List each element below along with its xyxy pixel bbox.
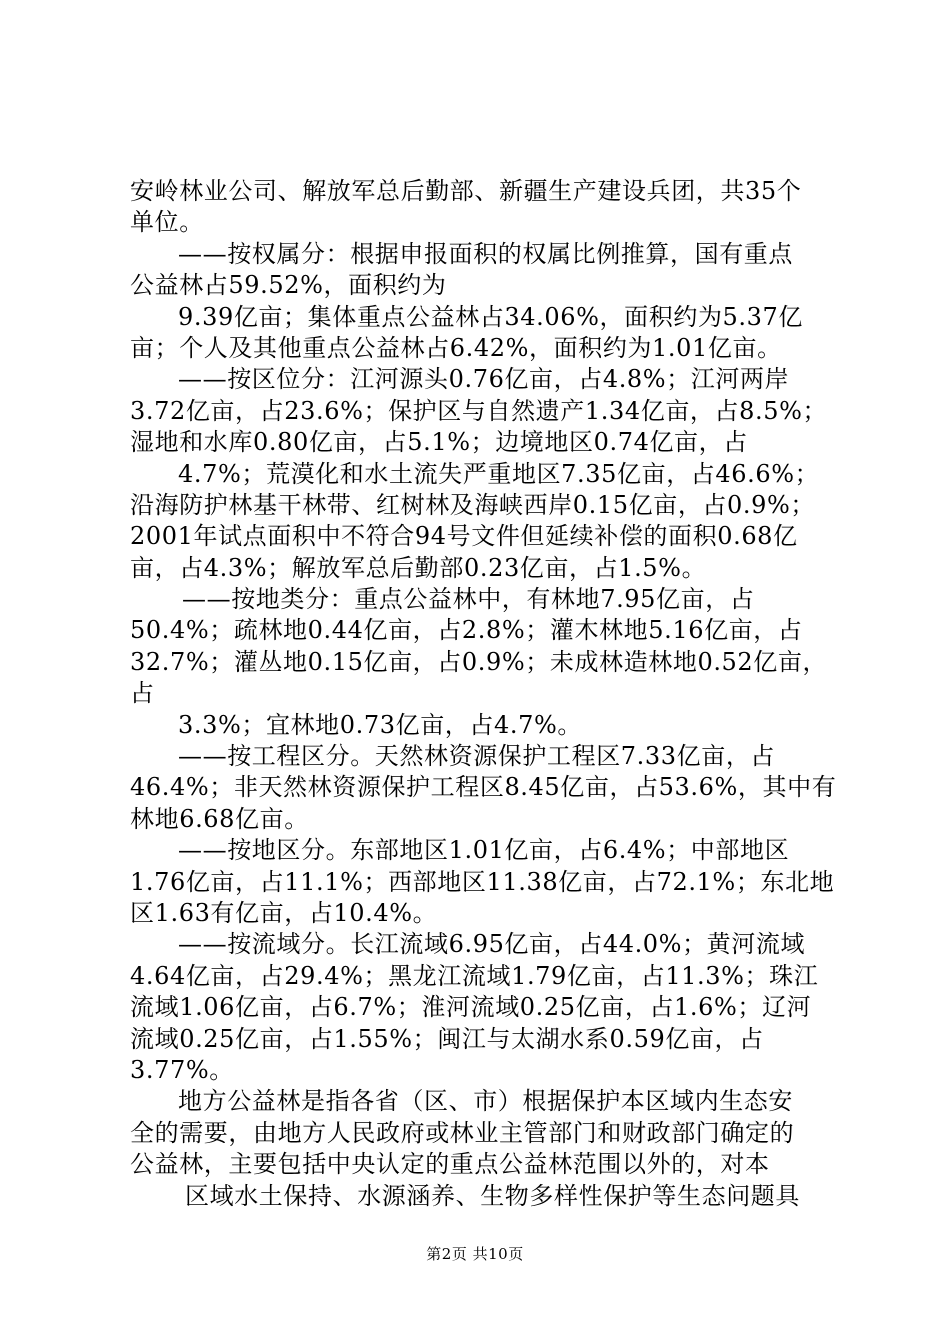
- text-line: 湿地和水库0.80亿亩，占5.1%；边境地区0.74亿亩，占: [130, 428, 748, 457]
- text-line: 4.7%；荒漠化和水土流失严重地区7.35亿亩，占46.6%；: [178, 459, 820, 488]
- text-line: ——按流域分。长江流域6.95亿亩，占44.0%；黄河流域: [178, 930, 806, 959]
- text-line: 3.72亿亩，占23.6%；保护区与自然遗产1.34亿亩，占8.5%；: [130, 396, 828, 425]
- text-line: 46.4%；非天然林资源保护工程区8.45亿亩，占53.6%，其中有: [130, 773, 837, 802]
- text-line: 2001年试点面积中不符合94号文件但延续补偿的面积0.68亿: [130, 522, 798, 551]
- text-line: 公益林，主要包括中央认定的重点公益林范围以外的，对本: [130, 1150, 770, 1179]
- text-line: 林地6.68亿亩。: [130, 804, 309, 833]
- text-line: 安岭林业公司、解放军总后勤部、新疆生产建设兵团，共35个: [130, 177, 802, 205]
- text-line: 区1.63有亿亩，占10.4%。: [130, 898, 438, 927]
- text-line: 区域水土保持、水源涵养、生物多样性保护等生态问题具: [185, 1181, 800, 1210]
- page-number-footer: 第2页 共10页: [426, 1245, 524, 1263]
- text-line: 9.39亿亩；集体重点公益林占34.06%，面积约为5.37亿: [178, 302, 803, 331]
- text-line: 1.76亿亩，占11.1%；西部地区11.38亿亩，占72.1%；东北地: [130, 867, 835, 896]
- text-line: 亩，占4.3%；解放军总后勤部0.23亿亩，占1.5%。: [130, 553, 707, 582]
- text-line: 32.7%；灌丛地0.15亿亩，占0.9%；未成林造林地0.52亿亩，: [130, 647, 828, 676]
- text-line: 占: [130, 679, 155, 708]
- text-line: 公益林占59.52%，面积约为: [130, 271, 447, 300]
- text-line: 50.4%；疏林地0.44亿亩，占2.8%；灌木林地5.16亿亩，占: [130, 616, 803, 645]
- text-line: 4.64亿亩，占29.4%；黑龙江流域1.79亿亩，占11.3%；珠江: [130, 961, 819, 990]
- text-line: 流域1.06亿亩，占6.7%；淮河流域0.25亿亩，占1.6%；辽河: [130, 993, 812, 1022]
- text-line: 地方公益林是指各省（区、市）根据保护本区域内生态安: [178, 1087, 793, 1116]
- text-line: ——按工程区分。天然林资源保护工程区7.33亿亩，占: [178, 742, 776, 771]
- text-line: ——按地区分。东部地区1.01亿亩，占6.4%；中部地区: [178, 836, 790, 865]
- text-line: 3.3%；宜林地0.73亿亩，占4.7%。: [178, 710, 582, 739]
- text-line: ——按地类分：重点公益林中，有林地7.95亿亩，占: [182, 585, 755, 614]
- text-line: 全的需要，由地方人民政府或林业主管部门和财政部门确定的: [130, 1118, 795, 1147]
- text-line: 沿海防护林基干林带、红树林及海峡西岸0.15亿亩，占0.9%；: [130, 490, 816, 519]
- text-line: 亩；个人及其他重点公益林占6.42%，面积约为1.01亿亩。: [130, 333, 782, 362]
- body-text: [130, 176, 837, 1212]
- text-line: ——按区位分：江河源头0.76亿亩，占4.8%；江河两岸: [178, 365, 790, 394]
- text-line: ——按权属分：根据申报面积的权属比例推算，国有重点: [178, 239, 793, 268]
- text-line: 3.77%。: [130, 1055, 234, 1084]
- text-line: 单位。: [130, 208, 204, 237]
- text-line: 流域0.25亿亩，占1.55%；闽江与太湖水系0.59亿亩，占: [130, 1024, 764, 1053]
